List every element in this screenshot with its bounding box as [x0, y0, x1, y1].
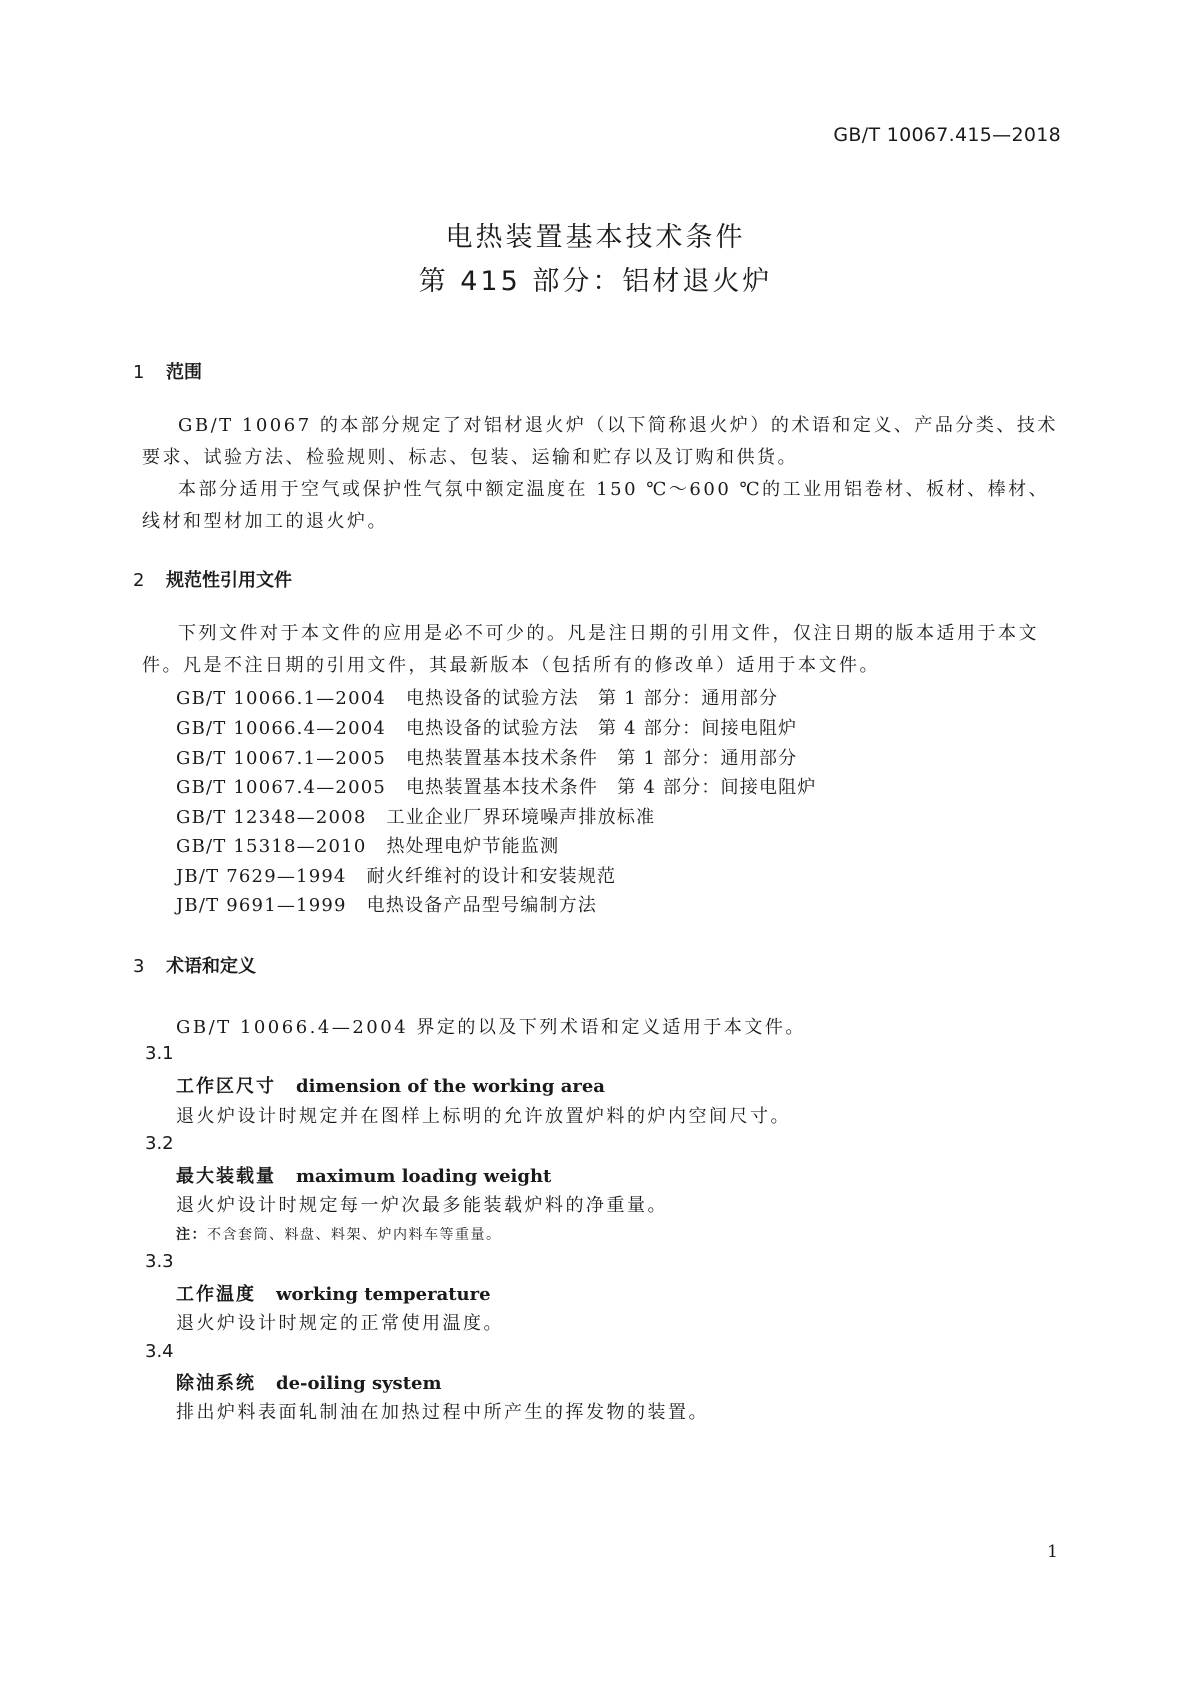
section-number: 3 [133, 956, 145, 977]
reference-item: GB/T 10067.4—2005 电热装置基本技术条件 第 4 部分：间接电阻炉 [176, 777, 817, 798]
paragraph: GB/T 10067 的本部分规定了对铝材退火炉（以下简称退火炉）的术语和定义、产品分类、技术要求、试验方法、检验规则、标志、包装、运输和贮存以及订购和供货。 [142, 415, 1058, 468]
term-number: 3.4 [145, 1341, 174, 1362]
term-heading: 最大装载量 maximum loading weight [176, 1166, 552, 1187]
section-title: 规范性引用文件 [166, 570, 292, 591]
section-title: 术语和定义 [166, 956, 256, 977]
document-title: 电热装置基本技术条件 [445, 222, 746, 253]
term-definition: 退火炉设计时规定的正常使用温度。 [176, 1313, 504, 1334]
standard-code: GB/T 10067.415—2018 [833, 124, 1061, 146]
page-number: 1 [1047, 1542, 1058, 1562]
term-number: 3.1 [145, 1043, 174, 1064]
reference-item: GB/T 12348—2008 工业企业厂界环境噪声排放标准 [176, 807, 656, 828]
section-heading-terms [133, 952, 256, 978]
term-number: 3.2 [145, 1133, 174, 1154]
document-subtitle: 第 415 部分：铝材退火炉 [418, 266, 773, 297]
reference-item: GB/T 10066.1—2004 电热设备的试验方法 第 1 部分：通用部分 [176, 688, 779, 709]
section-heading-normative-references [133, 566, 292, 592]
section-heading-scope [133, 358, 202, 384]
reference-item: GB/T 10067.1—2005 电热装置基本技术条件 第 1 部分：通用部分 [176, 748, 798, 769]
term-heading: 工作温度 working temperature [176, 1284, 491, 1305]
term-definition: 退火炉设计时规定并在图样上标明的允许放置炉料的炉内空间尺寸。 [176, 1106, 791, 1127]
paragraph: 下列文件对于本文件的应用是必不可少的。凡是注日期的引用文件，仅注日期的版本适用于本文件。凡是不注日期的引用文件，其最新版本（包括所有的修改单）适用于本文件。 [142, 623, 1039, 676]
reference-item: JB/T 9691—1999 电热设备产品型号编制方法 [176, 895, 598, 916]
reference-item: GB/T 10066.4—2004 电热设备的试验方法 第 4 部分：间接电阻炉 [176, 718, 798, 739]
term-definition: 排出炉料表面轧制油在加热过程中所产生的挥发物的装置。 [176, 1402, 709, 1423]
term-definition: 退火炉设计时规定每一炉次最多能装载炉料的净重量。 [176, 1195, 668, 1216]
paragraph: 本部分适用于空气或保护性气氛中额定温度在 150 ℃～600 ℃的工业用铝卷材、板材、棒材、线材和型材加工的退火炉。 [142, 479, 1050, 532]
reference-item: GB/T 15318—2010 热处理电炉节能监测 [176, 836, 560, 857]
term-heading: 工作区尺寸 dimension of the working area [176, 1076, 605, 1097]
term-number: 3.3 [145, 1251, 174, 1272]
paragraph: GB/T 10066.4—2004 界定的以及下列术语和定义适用于本文件。 [176, 1017, 806, 1038]
term-note: 注：不含套筒、料盘、料架、炉内料车等重量。 [176, 1227, 502, 1243]
section-number: 2 [133, 570, 145, 591]
section-number: 1 [133, 362, 145, 383]
section-title: 范围 [166, 362, 202, 383]
reference-item: JB/T 7629—1994 耐火纤维衬的设计和安装规范 [176, 866, 617, 887]
term-heading: 除油系统 de-oiling system [176, 1373, 442, 1394]
